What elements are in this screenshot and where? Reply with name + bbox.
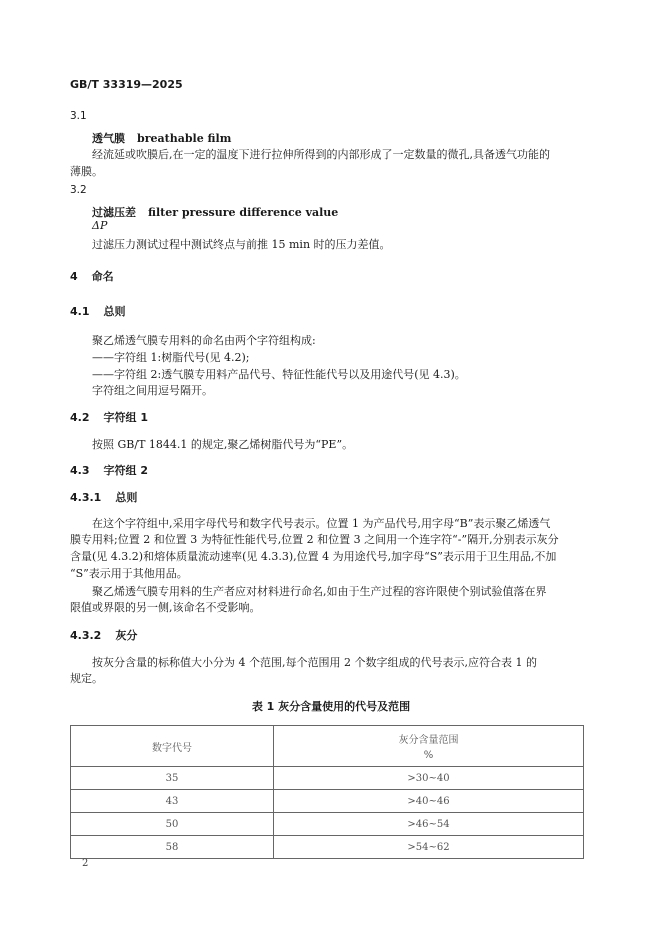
column-header: 数字代号 [71,726,274,767]
paragraph-line: 聚乙烯透气膜专用料的生产者应对材料进行命名,如由于生产过程的容许限使个别试验值落在界 [92,585,547,598]
clause-number-3-2: 3.2 [70,184,87,196]
section-heading-4-1 [70,303,126,319]
table-cell-code: 50 [71,813,274,836]
term-3-2 [92,201,338,220]
paragraph-line: “S”表示用于其他用品。 [70,567,188,580]
term-3-1 [92,127,231,146]
paragraph-line: 膜专用料;位置 2 和位置 3 为特征性能代号,位置 2 和位置 3 之间用一个连字符“-”隔开,分别表示灰分 [70,533,559,546]
table-cell-code: 43 [71,790,274,813]
paragraph-line: 按灰分含量的标称值大小分为 4 个范围,每个范围用 2 个数字组成的代号表示,应符合表 1 的 [92,656,537,669]
ash-content-table [70,725,584,859]
table-cell-code: 58 [71,836,274,859]
paragraph-line: 含量(见 4.3.2)和熔体质量流动速率(见 4.3.3),位置 4 为用途代号,加字母“S”表示用于卫生用品,不加 [70,550,557,563]
table-row [71,836,584,859]
list-item: ——字符组 2:透气膜专用料产品代号、特征性能代号以及用途代号(见 4.3)。 [92,368,466,381]
table-cell-range: >46~54 [274,813,584,836]
column-header [274,726,584,767]
section-number: 4.3.2 [70,629,102,642]
definition-line: 薄膜。 [70,165,103,178]
paragraph-line: 聚乙烯透气膜专用料的命名由两个字符组构成: [92,334,316,347]
term-en: filter pressure difference value [148,206,339,219]
section-number: 4.3.1 [70,491,102,504]
list-item: ——字符组 1:树脂代号(见 4.2); [92,351,250,364]
paragraph-line: 字符组之间用逗号隔开。 [92,384,213,397]
standard-number: GB/T 33319—2025 [70,78,183,91]
section-title: 灰分 [115,629,138,642]
section-heading-4 [70,268,114,284]
section-heading-4-3 [70,462,148,478]
section-number: 4 [70,270,78,283]
section-title: 命名 [91,270,114,283]
definition-line: 经流延或吹膜后,在一定的温度下进行拉伸所得到的内部形成了一定数量的微孔,具备透气功能的 [92,148,550,161]
table-cell-range: >54~62 [274,836,584,859]
paragraph-line: 在这个字符组中,采用字母代号和数字代号表示。位置 1 为产品代号,用字母“B”表示聚乙烯透气 [92,517,551,530]
paragraph-line: 限值或界限的另一侧,该命名不受影响。 [70,601,261,614]
term-cn: 过滤压差 [92,206,136,219]
section-number: 4.1 [70,305,90,318]
section-heading-4-2 [70,409,148,425]
definition-line: 过滤压力测试过程中测试终点与前推 15 min 时的压力差值。 [92,238,391,251]
table-row [71,813,584,836]
table-cell-code: 35 [71,767,274,790]
term-en: breathable film [137,132,232,145]
table-caption: 表 1 灰分含量使用的代号及范围 [251,700,411,713]
paragraph-line: 规定。 [70,672,103,685]
clause-number-3-1: 3.1 [70,110,87,122]
table-row [71,790,584,813]
section-title: 字符组 1 [103,411,148,424]
table-row [71,767,584,790]
table-header-row [71,726,584,767]
term-cn: 透气膜 [92,132,125,145]
section-title: 总则 [103,305,126,318]
column-header-unit: % [423,750,434,761]
section-title: 字符组 2 [103,464,148,477]
column-header-label: 灰分含量范围 [398,735,459,746]
table-cell-range: >30~40 [274,767,584,790]
section-number: 4.3 [70,464,90,477]
page-number: 2 [82,858,89,869]
symbol: ΔP [92,219,108,232]
section-title: 总则 [115,491,138,504]
section-heading-4-3-1 [70,489,137,505]
paragraph-line: 按照 GB/T 1844.1 的规定,聚乙烯树脂代号为“PE”。 [92,438,354,451]
section-number: 4.2 [70,411,90,424]
table-cell-range: >40~46 [274,790,584,813]
section-heading-4-3-2 [70,627,137,643]
